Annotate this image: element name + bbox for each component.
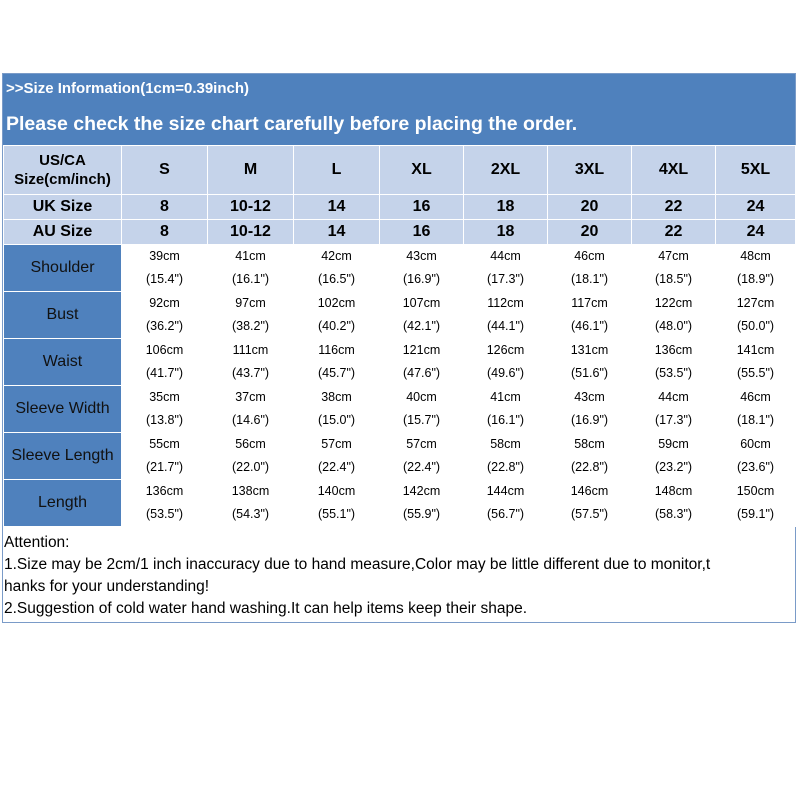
cm-value: 57cm xyxy=(321,437,352,451)
measurement-row-shoulder xyxy=(4,245,796,292)
measurement-cell xyxy=(716,292,796,339)
cm-value: 47cm xyxy=(658,249,689,263)
cm-value: 136cm xyxy=(145,484,184,498)
inch-value: (22.4") xyxy=(317,460,356,474)
uk-size-row xyxy=(4,195,796,220)
measurement-cell xyxy=(208,386,294,433)
inch-value: (23.2") xyxy=(654,460,693,474)
cm-value: 48cm xyxy=(740,249,771,263)
cm-value: 41cm xyxy=(235,249,266,263)
cm-value: 43cm xyxy=(574,390,605,404)
cm-value: 37cm xyxy=(235,390,266,404)
size-header-2xl: 2XL xyxy=(464,146,548,195)
inch-value: (44.1") xyxy=(486,319,525,333)
inch-value: (16.9") xyxy=(402,272,441,286)
cm-value: 38cm xyxy=(321,390,352,404)
size-chart-table xyxy=(3,145,796,527)
measurement-cell xyxy=(122,245,208,292)
cm-value: 138cm xyxy=(231,484,270,498)
cm-value: 59cm xyxy=(658,437,689,451)
measurement-cell xyxy=(294,339,380,386)
uk-size-value: 10-12 xyxy=(208,195,294,220)
inch-value: (22.4") xyxy=(402,460,441,474)
inch-value: (55.9") xyxy=(402,507,441,521)
measurement-label: Sleeve Width xyxy=(4,386,122,433)
us-ca-size-header xyxy=(4,146,122,195)
cm-value: 121cm xyxy=(402,343,441,357)
inch-value: (13.8") xyxy=(145,413,184,427)
uk-size-value: 24 xyxy=(716,195,796,220)
inch-value: (23.6") xyxy=(736,460,775,474)
measurement-cell xyxy=(464,292,548,339)
measurement-cell xyxy=(464,386,548,433)
inch-value: (18.5") xyxy=(654,272,693,286)
uk-size-value: 8 xyxy=(122,195,208,220)
measurement-cell xyxy=(208,292,294,339)
size-unit-label: Size(cm/inch) xyxy=(14,171,111,188)
cm-value: 44cm xyxy=(658,390,689,404)
inch-value: (55.5") xyxy=(736,366,775,380)
us-ca-label: US/CA xyxy=(39,152,86,169)
cm-value: 126cm xyxy=(486,343,525,357)
inch-value: (57.5") xyxy=(570,507,609,521)
cm-value: 148cm xyxy=(654,484,693,498)
attention-notes xyxy=(4,532,794,620)
measurement-cell xyxy=(716,245,796,292)
inch-value: (15.0") xyxy=(317,413,356,427)
inch-value: (17.3") xyxy=(486,272,525,286)
measurement-cell xyxy=(122,433,208,480)
measurement-cell xyxy=(632,292,716,339)
inch-value: (16.5") xyxy=(317,272,356,286)
inch-value: (22.8") xyxy=(486,460,525,474)
measurement-cell xyxy=(208,480,294,527)
uk-size-value: 20 xyxy=(548,195,632,220)
inch-value: (53.5") xyxy=(654,366,693,380)
measurement-cell xyxy=(464,433,548,480)
inch-value: (14.6") xyxy=(231,413,270,427)
cm-value: 60cm xyxy=(740,437,771,451)
cm-value: 112cm xyxy=(487,296,524,310)
cm-value: 35cm xyxy=(149,390,180,404)
inch-value: (18.1") xyxy=(736,413,775,427)
cm-value: 142cm xyxy=(402,484,441,498)
inch-value: (55.1") xyxy=(317,507,356,521)
cm-value: 46cm xyxy=(574,249,605,263)
measurement-cell xyxy=(464,245,548,292)
measurement-cell xyxy=(548,386,632,433)
inch-value: (48.0") xyxy=(654,319,693,333)
size-header-4xl: 4XL xyxy=(632,146,716,195)
cm-value: 107cm xyxy=(402,296,441,310)
inch-value: (18.9") xyxy=(736,272,775,286)
measurement-label: Waist xyxy=(4,339,122,386)
inch-value: (41.7") xyxy=(145,366,184,380)
size-header-3xl: 3XL xyxy=(548,146,632,195)
inch-value: (38.2") xyxy=(231,319,270,333)
au-size-value: 16 xyxy=(380,220,464,245)
au-size-label: AU Size xyxy=(4,220,122,245)
inch-value: (15.4") xyxy=(145,272,184,286)
inch-value: (46.1") xyxy=(570,319,609,333)
attention-note-1b: hanks for your understanding! xyxy=(4,578,210,595)
measurement-cell xyxy=(122,480,208,527)
au-size-row xyxy=(4,220,796,245)
measurement-cell xyxy=(208,339,294,386)
cm-value: 106cm xyxy=(145,343,184,357)
measurement-cell xyxy=(632,386,716,433)
cm-value: 102cm xyxy=(317,296,356,310)
inch-value: (49.6") xyxy=(486,366,525,380)
cm-value: 44cm xyxy=(490,249,521,263)
measurement-label: Length xyxy=(4,480,122,527)
cm-value: 116cm xyxy=(318,343,355,357)
cm-value: 58cm xyxy=(490,437,521,451)
size-header-xl: XL xyxy=(380,146,464,195)
inch-value: (42.1") xyxy=(402,319,441,333)
au-size-value: 22 xyxy=(632,220,716,245)
cm-value: 111cm xyxy=(232,343,269,357)
measurement-cell xyxy=(548,339,632,386)
cm-value: 117cm xyxy=(571,296,608,310)
measurement-cell xyxy=(294,480,380,527)
inch-value: (47.6") xyxy=(402,366,441,380)
cm-value: 39cm xyxy=(149,249,180,263)
inch-value: (16.1") xyxy=(486,413,525,427)
inch-value: (43.7") xyxy=(231,366,270,380)
us-size-row xyxy=(4,146,796,195)
inch-value: (22.8") xyxy=(570,460,609,474)
inch-value: (16.1") xyxy=(231,272,270,286)
au-size-value: 24 xyxy=(716,220,796,245)
measurement-cell xyxy=(122,292,208,339)
cm-value: 150cm xyxy=(736,484,775,498)
size-info-heading: >>Size Information(1cm=0.39inch) xyxy=(6,80,249,97)
inch-value: (50.0") xyxy=(736,319,775,333)
inch-value: (54.3") xyxy=(231,507,270,521)
size-chart-banner xyxy=(3,74,795,145)
measurement-cell xyxy=(380,433,464,480)
measurement-cell xyxy=(632,433,716,480)
measurement-cell xyxy=(380,480,464,527)
measurement-cell xyxy=(208,433,294,480)
au-size-value: 18 xyxy=(464,220,548,245)
cm-value: 41cm xyxy=(490,390,521,404)
inch-value: (22.0") xyxy=(231,460,270,474)
measurement-cell xyxy=(632,339,716,386)
au-size-value: 8 xyxy=(122,220,208,245)
inch-value: (15.7") xyxy=(402,413,441,427)
measurement-label: Shoulder xyxy=(4,245,122,292)
size-chart-instruction: Please check the size chart carefully before placing the order. xyxy=(6,113,578,135)
uk-size-value: 18 xyxy=(464,195,548,220)
measurement-cell xyxy=(716,433,796,480)
measurement-cell xyxy=(632,245,716,292)
measurement-row-waist xyxy=(4,339,796,386)
size-header-5xl: 5XL xyxy=(716,146,796,195)
cm-value: 144cm xyxy=(486,484,525,498)
inch-value: (16.9") xyxy=(570,413,609,427)
au-size-value: 20 xyxy=(548,220,632,245)
uk-size-value: 16 xyxy=(380,195,464,220)
attention-title: Attention: xyxy=(4,534,70,551)
cm-value: 131cm xyxy=(570,343,609,357)
cm-value: 141cm xyxy=(736,343,775,357)
attention-note-1a: 1.Size may be 2cm/1 inch inaccuracy due to hand measure,Color may be little different due to monitor,t xyxy=(4,556,711,573)
measurement-cell xyxy=(294,292,380,339)
cm-value: 97cm xyxy=(235,296,266,310)
cm-value: 136cm xyxy=(654,343,693,357)
measurement-cell xyxy=(294,386,380,433)
measurement-cell xyxy=(294,245,380,292)
inch-value: (56.7") xyxy=(486,507,525,521)
cm-value: 57cm xyxy=(406,437,437,451)
inch-value: (17.3") xyxy=(654,413,693,427)
measurement-cell xyxy=(380,245,464,292)
cm-value: 127cm xyxy=(736,296,775,310)
inch-value: (21.7") xyxy=(145,460,184,474)
measurement-label: Sleeve Length xyxy=(4,433,122,480)
measurement-row-sleeve-length xyxy=(4,433,796,480)
measurement-cell xyxy=(548,245,632,292)
cm-value: 92cm xyxy=(149,296,180,310)
cm-value: 122cm xyxy=(654,296,693,310)
inch-value: (45.7") xyxy=(317,366,356,380)
cm-value: 40cm xyxy=(406,390,437,404)
size-header-m: M xyxy=(208,146,294,195)
inch-value: (40.2") xyxy=(317,319,356,333)
measurement-cell xyxy=(464,480,548,527)
cm-value: 46cm xyxy=(740,390,771,404)
measurement-row-bust xyxy=(4,292,796,339)
measurement-cell xyxy=(632,480,716,527)
cm-value: 140cm xyxy=(317,484,356,498)
au-size-value: 10-12 xyxy=(208,220,294,245)
inch-value: (59.1") xyxy=(736,507,775,521)
inch-value: (58.3") xyxy=(654,507,693,521)
cm-value: 56cm xyxy=(235,437,266,451)
cm-value: 42cm xyxy=(321,249,352,263)
uk-size-label: UK Size xyxy=(4,195,122,220)
measurement-cell xyxy=(716,386,796,433)
attention-note-2: 2.Suggestion of cold water hand washing.It can help items keep their shape. xyxy=(4,600,528,617)
measurement-cell xyxy=(380,386,464,433)
measurement-cell xyxy=(464,339,548,386)
inch-value: (53.5") xyxy=(145,507,184,521)
measurement-cell xyxy=(716,339,796,386)
measurement-cell xyxy=(380,339,464,386)
measurement-row-length xyxy=(4,480,796,527)
measurement-cell xyxy=(294,433,380,480)
cm-value: 43cm xyxy=(406,249,437,263)
measurement-row-sleeve-width xyxy=(4,386,796,433)
size-header-s: S xyxy=(122,146,208,195)
measurement-cell xyxy=(208,245,294,292)
au-size-value: 14 xyxy=(294,220,380,245)
measurement-label: Bust xyxy=(4,292,122,339)
uk-size-value: 22 xyxy=(632,195,716,220)
inch-value: (36.2") xyxy=(145,319,184,333)
measurement-cell xyxy=(122,386,208,433)
measurement-cell xyxy=(548,433,632,480)
measurement-cell xyxy=(122,339,208,386)
size-header-l: L xyxy=(294,146,380,195)
cm-value: 146cm xyxy=(570,484,609,498)
inch-value: (18.1") xyxy=(570,272,609,286)
measurement-cell xyxy=(548,292,632,339)
measurement-cell xyxy=(380,292,464,339)
measurement-cell xyxy=(716,480,796,527)
inch-value: (51.6") xyxy=(570,366,609,380)
cm-value: 58cm xyxy=(574,437,605,451)
uk-size-value: 14 xyxy=(294,195,380,220)
cm-value: 55cm xyxy=(149,437,180,451)
measurement-cell xyxy=(548,480,632,527)
